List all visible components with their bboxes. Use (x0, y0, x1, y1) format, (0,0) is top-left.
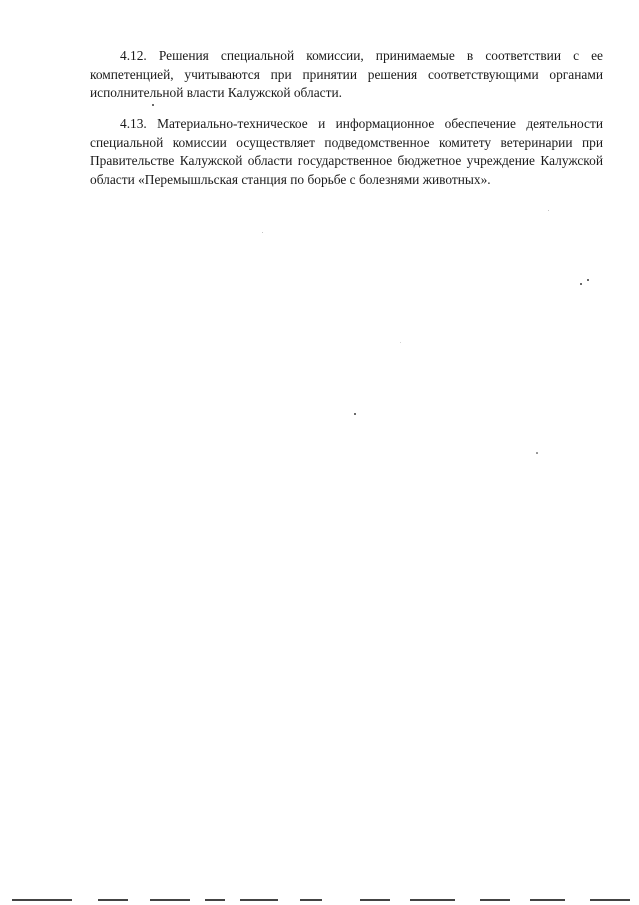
scan-speck (152, 104, 154, 106)
scan-speck (580, 283, 582, 285)
scan-speck (536, 452, 538, 454)
scan-speck (400, 342, 401, 343)
scan-speck (587, 279, 589, 281)
scan-bottom-edge (0, 896, 639, 905)
paragraph-4-12: 4.12. Решения специальной комиссии, принимаемые в соответствии с ее компетенцией, учитываются при принятии решения соответствующими органами исполнительной власти Калужской области. (90, 48, 603, 100)
scan-speck (548, 210, 549, 211)
paragraph-4-13: 4.13. Материально-техническое и информационное обеспечение деятельности специальной комиссии осуществляет подведомственное комитету ветеринарии при Правительстве Калужской области государственное бюджетное учреждение Калужской области «Перемышльская станция по борьбе с болезнями животных». (90, 116, 603, 187)
scan-speck (262, 232, 263, 233)
scan-speck (354, 413, 356, 415)
